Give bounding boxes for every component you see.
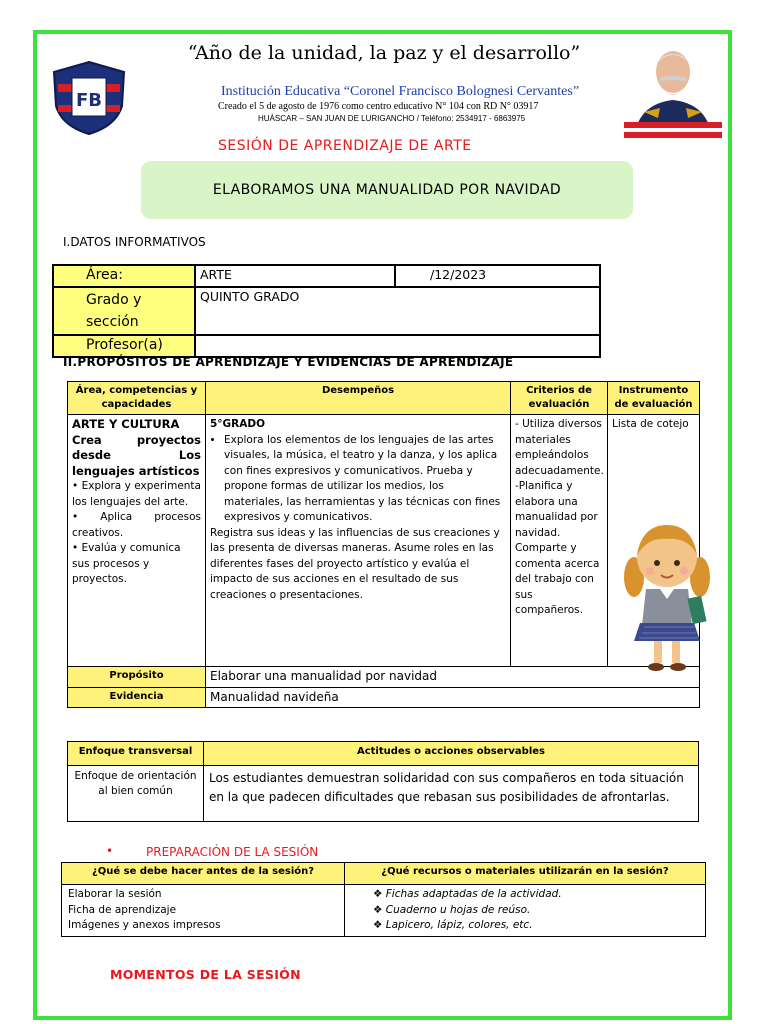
- section2-heading: II.PROPÓSITOS DE APRENDIZAJE Y EVIDENCIAS DE APRENDIZAJE: [63, 355, 514, 369]
- header-area: Área, competencias y capacidades: [68, 382, 206, 415]
- institution-name: Institución Educativa “Coronel Francisco Bolognesi Cervantes”: [220, 84, 580, 99]
- competence: Crea proyectos desde Los lenguajes artísticos: [72, 432, 201, 478]
- performance-item: • Explora los elementos de los lenguajes de las artes visuales, la música, el teatro y la danza, y los aplica con fines expresivos y comunicativos. Prueba y propone formas de utilizar los medios, los materiales, las herramientas y las técnicas con fines expresivos y comunicativos.: [224, 433, 506, 526]
- before-item: Elaborar la sesión: [68, 888, 162, 900]
- preparation-bullet: •: [106, 844, 114, 858]
- before-item: Ficha de aprendizaje: [68, 903, 177, 916]
- question-before: ¿Qué se debe hacer antes de la sesión?: [62, 863, 345, 885]
- grade-tag: 5°GRADO: [210, 418, 266, 430]
- transversal-table: [67, 741, 699, 822]
- header-criteria: Criterios de evaluación: [511, 382, 608, 415]
- purpose-label: Propósito: [68, 667, 206, 688]
- capacity-item: • Explora y experimenta los lenguajes del arte.: [72, 480, 201, 508]
- session-title: SESIÓN DE APRENDIZAJE DE ARTE: [218, 138, 472, 154]
- material-item: ❖ Fichas adaptadas de la actividad.: [373, 888, 562, 900]
- capacity-item: • Aplica procesos creativos.: [72, 511, 201, 539]
- banner-title: ELABORAMOS UNA MANUALIDAD POR NAVIDAD: [212, 182, 562, 198]
- student-girl-illustration: [612, 515, 722, 675]
- section1-heading: I.DATOS INFORMATIVOS: [63, 235, 206, 249]
- instrument-cell: Lista de cotejo: [608, 415, 700, 667]
- evidence-value: Manualidad navideña: [206, 687, 700, 708]
- materials-cell: [345, 885, 706, 937]
- grade-value: QUINTO GRADO: [195, 287, 600, 335]
- teacher-value: [195, 335, 600, 357]
- grade-label: Grado y sección: [53, 287, 195, 335]
- performance-text: Registra sus ideas y las influencias de sus creaciones y las presenta de diversas maneras. Asume roles en las diferentes fases del proyecto artístico y evalúa el impacto de sus acciones en el resultado de sus creaciones o presentaciones.: [210, 526, 500, 601]
- before-item: Imágenes y anexos impresos: [68, 919, 221, 931]
- materials-list: [373, 887, 699, 934]
- info-table: [52, 264, 601, 358]
- year-motto: “Año de la unidad, la paz y el desarrollo”: [187, 42, 581, 64]
- school-shield-logo: [50, 60, 128, 136]
- material-item: ❖ Cuaderno u hojas de reúso.: [373, 903, 531, 916]
- transversal-header: Enfoque transversal: [68, 742, 204, 766]
- transversal-approach: Enfoque de orientación al bien común: [68, 766, 204, 822]
- creation-info: Creado el 5 de agosto de 1976 como centro educativo N° 104 con RD N° 03917: [218, 101, 539, 112]
- purpose-value: Elaborar una manualidad por navidad: [206, 667, 700, 688]
- performance-list: [210, 433, 506, 526]
- preparation-heading: PREPARACIÓN DE LA SESIÓN: [146, 845, 319, 859]
- observable-actions: Los estudiantes demuestran solidaridad con sus compañeros en toda situación en la que padecen dificultades que rebasan sus posibilidades de afrontarlas.: [204, 766, 699, 822]
- teacher-label: Profesor(a): [53, 335, 195, 357]
- header-performance: Desempeños: [206, 382, 511, 415]
- preparation-table: [61, 862, 706, 937]
- question-materials: ¿Qué recursos o materiales utilizarán en la sesión?: [345, 863, 706, 885]
- performance-cell: [206, 415, 511, 667]
- svg-text:FB: FB: [75, 90, 103, 111]
- material-item: ❖ Lapicero, lápiz, colores, etc.: [373, 919, 533, 931]
- before-cell: [62, 885, 345, 937]
- address-info: HUÁSCAR – SAN JUAN DE LURIGANCHO / Teléfono: 2534917 - 6863975: [258, 114, 526, 123]
- moments-heading: MOMENTOS DE LA SESIÓN: [110, 967, 301, 982]
- area-cell: [68, 415, 206, 667]
- area-title: ARTE Y CULTURA: [72, 417, 180, 431]
- capacity-item: • Evalúa y comunica sus procesos y proyectos.: [72, 542, 181, 585]
- area-label: Área:: [53, 265, 195, 287]
- criteria-cell: - Utiliza diversos materiales empleándolos adecuadamente. -Planifica y elabora una manualidad por navidad. Comparte y comenta acerca del trabajo con sus compañeros.: [511, 415, 608, 667]
- session-banner: [141, 161, 633, 219]
- purposes-table: [67, 381, 700, 708]
- actions-header: Actitudes o acciones observables: [204, 742, 699, 766]
- area-value: ARTE: [195, 265, 395, 287]
- evidence-label: Evidencia: [68, 687, 206, 708]
- header-instrument: Instrumento de evaluación: [608, 382, 700, 415]
- date-value: /12/2023: [395, 265, 600, 287]
